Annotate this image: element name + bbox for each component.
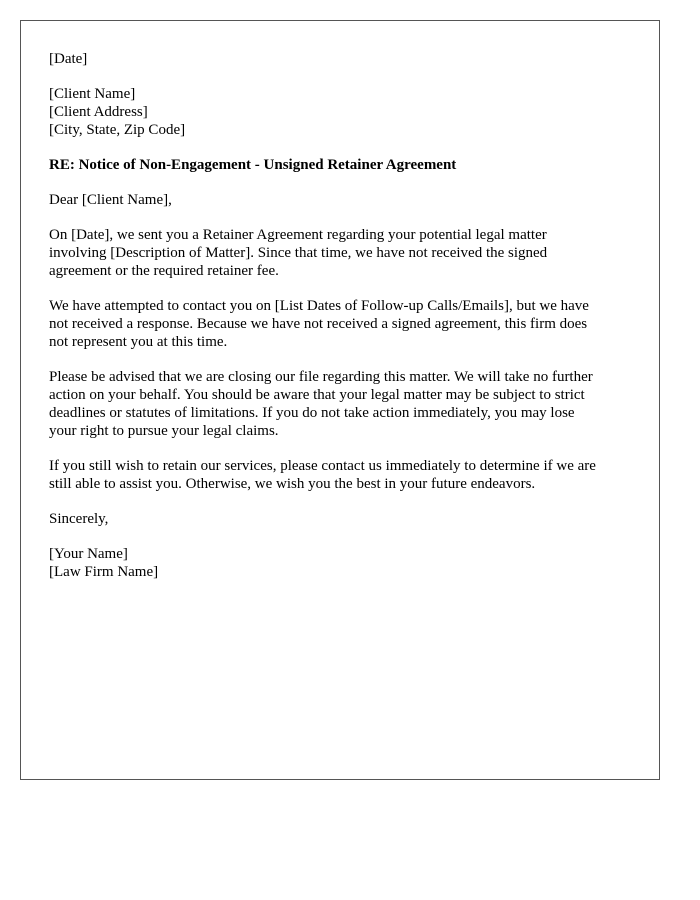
paragraph-line: still able to assist you. Otherwise, we wish you the best in your future endeavors. — [49, 476, 536, 492]
letter-page — [20, 20, 660, 780]
paragraph-line: not received a response. Because we have not received a signed agreement, this firm does — [49, 316, 588, 332]
paragraph-line: agreement or the required retainer fee. — [49, 263, 279, 279]
client-address: [Client Address] — [49, 104, 148, 120]
paragraph-line: If you still wish to retain our services, please contact us immediately to determine if we are — [49, 458, 596, 474]
signature-block — [49, 545, 631, 581]
paragraph-line: involving [Description of Matter]. Since that time, we have not received the signed — [49, 245, 548, 261]
paragraph-line: We have attempted to contact you on [List Dates of Follow-up Calls/Emails], but we have — [49, 298, 589, 314]
subject-line: RE: Notice of Non-Engagement - Unsigned Retainer Agreement — [49, 157, 457, 173]
paragraph-4 — [49, 457, 631, 493]
paragraph-2 — [49, 297, 631, 351]
paragraph-line: On [Date], we sent you a Retainer Agreement regarding your potential legal matter — [49, 227, 547, 243]
paragraph-3 — [49, 368, 631, 440]
paragraph-line: deadlines or statutes of limitations. If you do not take action immediately, you may lose — [49, 405, 575, 421]
paragraph-line: action on your behalf. You should be aware that your legal matter may be subject to strict — [49, 387, 585, 403]
recipient-block — [49, 85, 631, 139]
salutation: Dear [Client Name], — [49, 192, 172, 208]
closing: Sincerely, — [49, 511, 109, 527]
sender-name: [Your Name] — [49, 546, 128, 562]
law-firm-name: [Law Firm Name] — [49, 564, 159, 580]
paragraph-1 — [49, 226, 631, 280]
client-name: [Client Name] — [49, 86, 136, 102]
paragraph-line: your right to pursue your legal claims. — [49, 423, 279, 439]
paragraph-line: not represent you at this time. — [49, 334, 228, 350]
client-city-state-zip: [City, State, Zip Code] — [49, 122, 186, 138]
paragraph-line: Please be advised that we are closing our file regarding this matter. We will take no further — [49, 369, 593, 385]
letter-date: [Date] — [49, 51, 88, 67]
